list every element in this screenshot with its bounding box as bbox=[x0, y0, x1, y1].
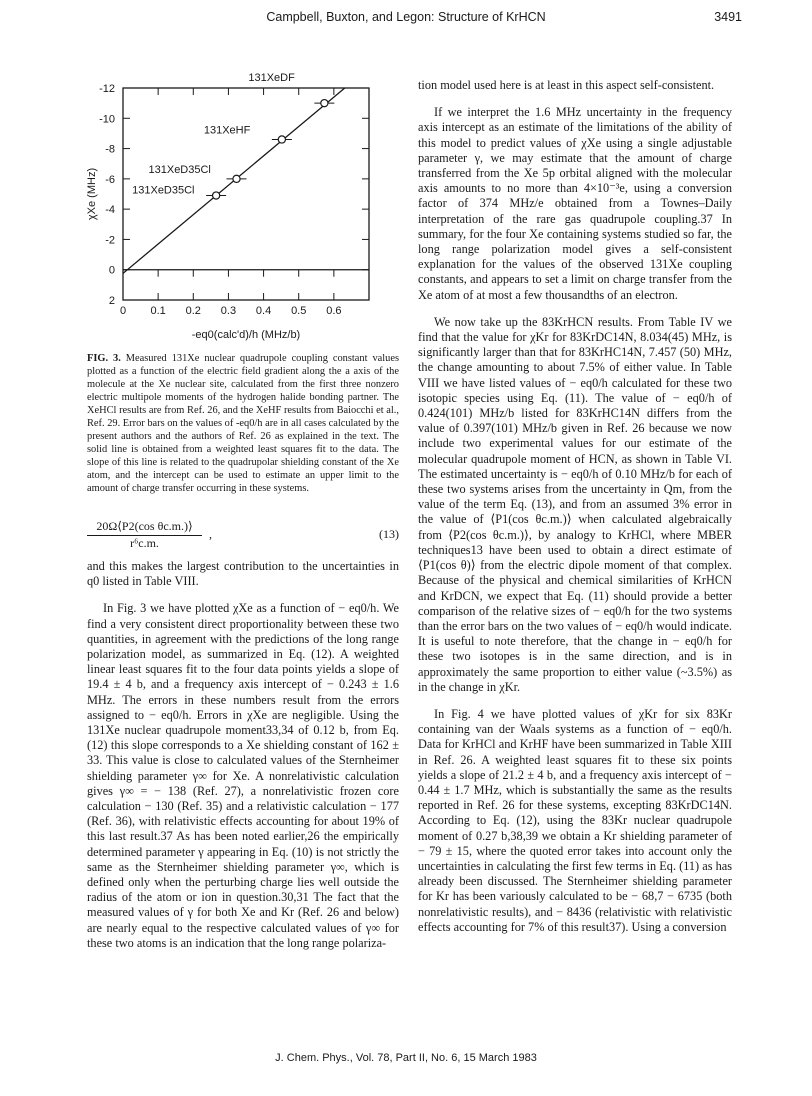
equation-numerator: 20Ω⟨P2(cos θc.m.)⟩ bbox=[87, 519, 202, 536]
running-title: Campbell, Buxton, and Legon: Structure of KrHCN bbox=[266, 10, 546, 24]
y-tick-label: -2 bbox=[105, 234, 115, 247]
point-label: 131XeD35Cl bbox=[148, 163, 211, 176]
equation-number: (13) bbox=[379, 527, 399, 541]
figure-3-chart bbox=[86, 72, 399, 346]
y-tick-label: -4 bbox=[105, 204, 115, 217]
point-label: 131XeD35Cl bbox=[132, 184, 195, 197]
y-tick-label: 0 bbox=[108, 264, 115, 277]
caption-text: Measured 131Xe nuclear quadrupole coupling constant values plotted as a function of the electric field gradient along the a axis of the molecule at the Xe nuclear site, calculated from the first three nonzero electric multipole moments of the hydrogen halide bonding partner. The XeHCl results are from Ref. 26, and the XeHF results from Baiocchi et al., Ref. 29. Error bars on the values of -eq0/h are in all cases calculated by the present authors and the authors of Ref. 26 as explained in the text. The solid line is obtained from a weighted least squares fit to the data. The slope of this line is related to the quadrupolar shielding constant of the Xe atom, and the intercept can be used to estimate an upper limit to the amount of charge transfer occurring in these systems. bbox=[87, 353, 399, 494]
left-column bbox=[86, 72, 399, 951]
data-point bbox=[233, 175, 240, 182]
right-paragraph-2: If we interpret the 1.6 MHz uncertainty in the frequency axis intercept as an estimate of the limitations of the ability of this model to predict values of χXe using a single adjustable parameter γ, we may estimate that the amount of charge transferred from the Xe 5p orbital aligned with the molecular axis amounts to no more than 4×10⁻³e, using a conversion factor of 374 MHz/e obtained from a Townes–Daily interpretation of the rare gas quadrupole coupling.37 In summary, for the four Xe containing systems studied so far, the long range polarization model gives a self-consistent explanation for the values of the observed 131Xe coupling constants, and appears to set a limit on charge transfer from the Xe atom of at most a few thousandths of an electron. bbox=[418, 105, 732, 302]
x-tick-label: 0.5 bbox=[291, 305, 307, 317]
x-tick-label: 0.4 bbox=[255, 305, 272, 317]
equation-fraction bbox=[87, 519, 202, 551]
y-tick-label: -12 bbox=[99, 83, 115, 95]
data-point bbox=[321, 100, 328, 107]
right-paragraph-3: We now take up the 83KrHCN results. From Table IV we find that the value for χKr for 83KrDC14N, 8.034(45) MHz, is significantly larger than that for 83KrHC14N, 7.457 (50) MHz, the change amounting to about 7.5% of either value. In Table VIII we have listed values of − eq0/h calculated for these two isotopic species using Eq. (11). The value of − eq0/h of 0.424(101) MHz/b listed for 83KrHC14N differs from the value of 0.397(101) MHz/b given in Ref. 26 because we now include two experimental values for our estimate of the molecular quadrupole moment of HCN, as shown in Table VI. The estimated uncertainty is − eq0/h of 0.10 MHz/b for each of these two systems arises from the uncertainty in Qm, from the value of the term Eq. (13), and from an assumed 3% error in the value of ⟨P1(cos θc.m.)⟩ when calculated algebraically from ⟨P2(cos θc.m.)⟩, by analogy to KrHCl, where MBER techniques13 have been used to obtain a direct estimate of ⟨P1(cos θ)⟩ from the electric dipole moment of that complex. Because of the physical and chemical similarities of KrHCN and KrDCN, we expect that Eq. (11) should provide a better comparison of the relative sizes of − eq0/h for the two systems than the error bars on the two values of − eq0/h would indicate. It is useful to note therefore, that the change in − eq0/h for these two isotopes is in the same direction, and is in approximately the same proportion to either value (~3.5%) as in the change in χKr. bbox=[418, 314, 732, 694]
y-tick-label: -10 bbox=[99, 113, 115, 126]
equation-13 bbox=[87, 519, 399, 559]
equation-comma: , bbox=[209, 527, 212, 541]
figure-caption bbox=[87, 352, 399, 495]
left-paragraph-2: In Fig. 3 we have plotted χXe as a function of − eq0/h. We find a very consistent direct proportionality between these two quantities, in agreement with the predictions of the long range polarization model, as summarized in Eq. (12). A weighted linear least squares fit to the four data points yields a slope of 19.4 ± 4 b, and a frequency axis intercept of − 0.243 ± 1.6 MHz. The errors in these numbers result from the errors assigned to − eq0/h. Errors in χXe are negligible. Using the 131Xe nuclear quadrupole moment33,34 of 0.12 b, from Eq. (12) this slope corresponds to a Xe shielding constant of 162 ± 33. This value is close to calculated values of the Sternheimer shielding parameter γ∞ for Xe. A nonrelativistic calculation gives γ∞ = − 138 (Ref. 27), a nonrelativistic frozen core calculation − 130 (Ref. 35) and a relativistic calculation − 177 (Ref. 36), with relativistic effects accounting for about 19% of this last result.37 As has been noted earlier,26 the empirically determined parameter γ appearing in Eq. (10) is not strictly the same as the Sternheimer shielding parameter γ∞, which is defined only when the perturbing charge lies well outside the radius of the atom or ion in question.30,31 The fact that the measured values of γ for both Xe and Kr (Ref. 26 and below) are nearly equal to the respective calculated values of γ∞ for these two atoms is an indication that the long range polariza- bbox=[87, 601, 399, 950]
x-tick-label: 0.2 bbox=[185, 305, 201, 317]
x-axis-label: -eq0(calc'd)/h (MHz/b) bbox=[191, 329, 301, 341]
left-paragraph-1: and this makes the largest contribution to the uncertainties in q0 listed in Table VIII. bbox=[87, 559, 399, 589]
equation-denominator: r⁶c.m. bbox=[130, 536, 159, 551]
x-tick-label: 0.6 bbox=[326, 305, 342, 317]
y-tick-label: -6 bbox=[105, 173, 115, 186]
journal-footer: J. Chem. Phys., Vol. 78, Part II, No. 6, 15 March 1983 bbox=[275, 1052, 537, 1064]
right-paragraph-4: In Fig. 4 we have plotted values of χKr for six 83Kr containing van der Waals systems as a function of − eq0/h. Data for KrHCl and KrHF have been summarized in Table XIII in Ref. 26. A weighted least squares fit to these six points yields a slope of 21.2 ± 4 b, and a frequency axis intercept of − 0.44 ± 1.7 MHz, which is substantially the same as the results reported in Ref. 26 for these systems, excepting 83KrDC14N. According to Eq. (12), using the 83Kr nuclear quadrupole moment of 0.27 b,38,39 we obtain a Kr shielding parameter of − 79 ± 15, where the quoted error takes into account only the uncertainties in calculating the first few terms in Eq. (11) as has already been discussed. The Sternheimer shielding parameter for Kr has been variously calculated to be − 68,7 − 6735 (both nonrelativistic results), and − 8436 (relativistic with relativistic effects accounting for 7% of this result37). Using a conversion bbox=[418, 706, 732, 934]
figure-3 bbox=[86, 72, 399, 346]
y-tick-label: -8 bbox=[105, 143, 115, 156]
x-tick-label: 0.1 bbox=[150, 305, 166, 317]
page-number: 3491 bbox=[714, 10, 742, 24]
data-point bbox=[213, 192, 220, 199]
point-label: 131XeDF bbox=[248, 72, 295, 85]
x-tick-label: 0.3 bbox=[220, 305, 237, 317]
caption-label: FIG. 3. bbox=[87, 353, 121, 364]
right-column bbox=[418, 78, 732, 935]
right-paragraph-1: tion model used here is at least in this aspect self-consistent. bbox=[418, 78, 715, 92]
point-label: 131XeHF bbox=[203, 124, 251, 137]
data-point bbox=[278, 136, 285, 143]
y-tick-label: 2 bbox=[108, 295, 115, 307]
y-axis-label: χXe (MHz) bbox=[86, 167, 98, 221]
running-header bbox=[0, 0, 812, 30]
x-tick-label: 0 bbox=[119, 305, 127, 317]
